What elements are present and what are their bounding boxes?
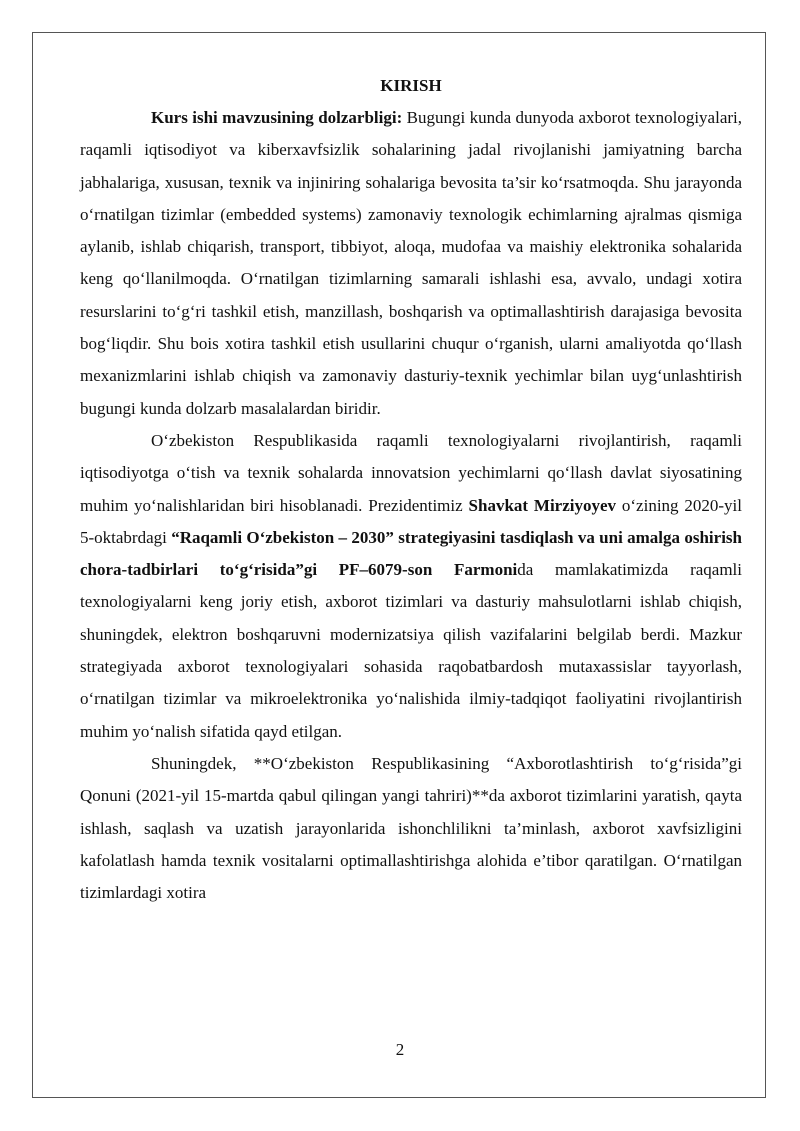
section-heading: KIRISH (380, 76, 442, 95)
strategy-text-2: o‘zining 2020-yil 5-oktabrdagi (80, 495, 743, 547)
paragraph-law: Shuningdek, **O‘zbekiston Respublikasining “Axborotlashtirish to‘g‘risida”gi Qonuni (2021-yil 15-martda qabul qilingan yangi tahriri)**da axborot tizimlarini yaratish, qayta ishlash, saqlash va uzatish jarayonlarida ishonchlilikni ta’minlash, axborot xavfsizligini kafolatlash hamda texnik vositalarni optimallashtirishga alohida e’tibor qaratilgan. O‘rnatilgan tizimlardagi xotira (80, 753, 742, 903)
relevance-lead: Kurs ishi mavzusining dolzarbligi: (151, 108, 403, 127)
decree-title: “Raqamli O‘zbekiston – 2030” strategiyasini tasdiqlash va uni amalga oshirish chora-tadbirlari to‘g‘risida”gi PF–6079-son Farmoni (80, 527, 742, 580)
document-body (80, 70, 742, 909)
page-number: 2 (395, 1040, 405, 1059)
paragraph-strategy (80, 425, 742, 748)
paragraph-relevance (80, 102, 742, 425)
strategy-text-1: O‘zbekiston Respublikasida raqamli texnologiyalarni rivojlantirish, raqamli iqtisodiyotga o‘tish va texnik sohalarda innovatsion yechimlarni qo‘llash davlat siyosatining muhim yo‘nalishlaridan biri hisoblanadi. Prezidentimiz (80, 430, 742, 515)
strategy-text-3: da mamlakatimizda raqamli texnologiyalarni keng joriy etish, axborot tizimlari va dasturiy mahsulotlarni ishlab chiqish, shuningdek, elektron boshqaruvni modernizatsiya qilish vazifalarini belgilab berdi. Mazkur strategiyada axborot texnologiyalari sohasida raqobatbardosh mutaxassislar tayyorlash, o‘rnatilgan tizimlar va mikroelektronika yo‘nalishida ilmiy-tadqiqot faoliyatini rivojlantirish muhim yo‘nalish sifatida qayd etilgan. (80, 560, 742, 741)
relevance-text: Bugungi kunda dunyoda axborot texnologiyalari, raqamli iqtisodiyot va kiberxavfsizlik sohalarining jadal rivojlanishi jamiyatning barcha jabhalariga, xususan, texnik va injiniring sohalariga bevosita ta’sir ko‘rsatmoqda. Shu jarayonda o‘rnatilgan tizimlar (embedded systems) zamonaviy texnologik echimlarning ajralmas qismiga aylanib, ishlab chiqarish, transport, tibbiyot, aloqa, mudofaa va maishiy elektronika sohalarida keng qo‘llanilmoqda. O‘rnatilgan tizimlarning samarali ishlashi esa, avvalo, undagi xotira resurslarini to‘g‘ri tashkil etish, manzillash, boshqarish va optimallashtirish darajasiga bevosita bog‘liqdir. Shu bois xotira tashkil etish usullarini chuqur o‘rganish, ularni amaliyotda qo‘llash mexanizmlarini ishlab chiqish va zamonaviy dasturiy-texnik yechimlar bilan uyg‘unlashtirish bugungi kunda dolzarb masalalardan biridir. (80, 108, 742, 418)
president-name: Shavkat Mirziyoyev (468, 495, 617, 515)
